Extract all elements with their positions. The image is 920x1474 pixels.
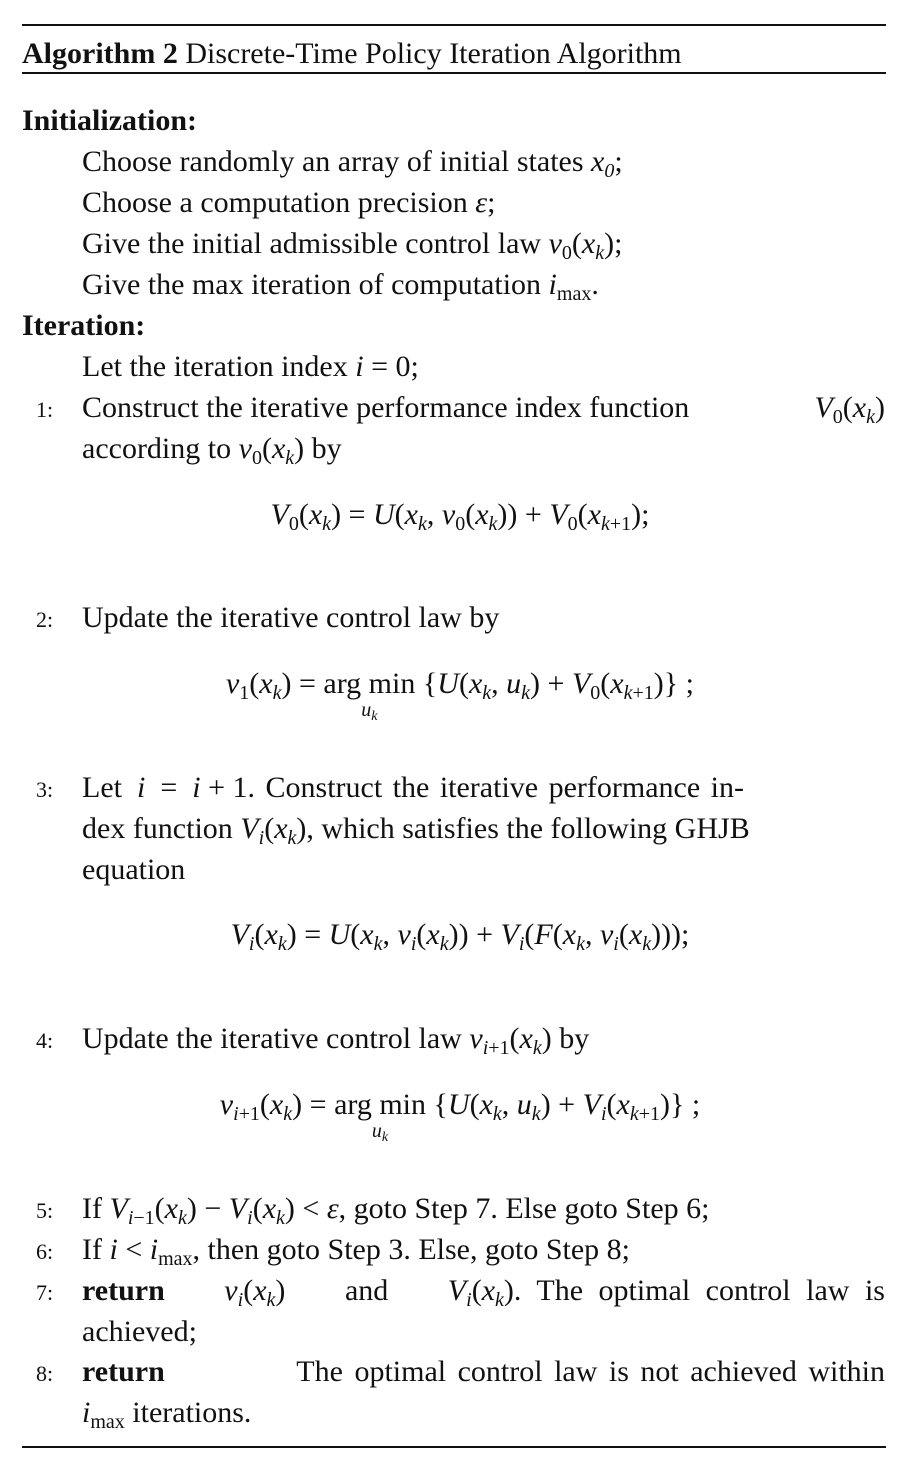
math-v0xk: $v_0(x_k)$ [548,227,615,264]
argmin-operator-2: arg min $u_k$ [334,1088,426,1145]
header-rule [22,72,886,74]
math-i-eq-0: i = 0 [355,350,411,383]
step-7-number: 7: [36,1280,54,1305]
step-3-line-b: dex function $V_i(x_k)$, which satisfies the following GHJB [82,812,750,849]
algorithm-caption [22,36,682,72]
math-imax: $i_{max}$ [548,268,592,305]
math-V0xk: $V_0(x_k)$ [814,391,885,428]
step-3-number: 3: [36,777,54,802]
step-7-line-a: return $v_i(x_k)$ and $V_i(x_k)$. The optimal control law is [82,1274,885,1311]
equation-3: $V_i(x_k) = U(x_k$, $v_i(x_k)) + V_i(F(x_k$, $v_i(x_k)$)); [230,918,690,955]
step-3-line-c: equation [82,853,186,886]
step-2-line: Update the iterative control law by [82,601,500,634]
step-4-number: 4: [36,1028,54,1053]
iter-heading: Iteration: [22,309,146,342]
step-6-number: 6: [36,1239,54,1264]
step-6-line: If $i < i_{max}$, then goto Step 3. Else, goto Step 8; [82,1233,631,1270]
step-5-number: 5: [36,1198,54,1223]
math-x0: $x_0$ [591,145,615,182]
equation-4: $v_{i+1}(x_k)$ = arg min $u_k$ {$U(x_k$, $u_k) + V_i(x_{k+1})$} ; [219,1088,701,1145]
step-8-number: 8: [36,1361,54,1386]
step-2-number: 2: [36,607,54,632]
step-1-number: 1: [36,397,54,422]
init-line-2: Choose a computation precision ε; [82,186,496,219]
step-4-line: Update the iterative control law $v_{i+1}(x_k)$ by [82,1022,590,1059]
step-3-line-a: Let i = i + 1. Construct the iterative performance in- [82,771,744,804]
init-line-1: Choose randomly an array of initial states $x_0$; [82,145,623,182]
iter-let-line: Let the iteration index i = 0; [82,350,419,383]
step-8-line-a: return The optimal control law is not achieved within [82,1355,885,1388]
algorithm-label: Algorithm 2 [22,37,178,70]
argmin-operator: arg min $u_k$ [323,667,416,724]
step-5-line: If $V_{i-1}(x_k) - V_i(x_k) < \varepsilon$, goto Step 7. Else goto Step 6; [82,1192,710,1229]
init-line-3: Give the initial admissible control law $v_0(x_k)$; [82,227,623,264]
step-8-line-b: $i_{max}$ iterations. [82,1396,252,1433]
step-1-line-a: Construct the iterative performance index function $V_0(x_k)$ [82,390,885,426]
step-1-line-b: according to $v_0(x_k)$ by [82,432,342,469]
init-line-4: Give the max iteration of computation $i_{max}$. [82,268,599,305]
bottom-rule [22,1446,886,1448]
math-epsilon: ε [475,186,488,219]
init-heading: Initialization: [22,104,198,137]
step-7-line-b: achieved; [82,1315,197,1348]
algorithm-title: Discrete-Time Policy Iteration Algorithm [185,37,682,70]
equation-2: $v_1(x_k)$ = arg min $u_k$ {$U(x_k$, $u_k) + V_0(x_{k+1})$} ; [225,667,695,724]
top-rule [22,24,886,26]
equation-1: $V_0(x_k) = U(x_k$, $v_0(x_k)) + V_0(x_{k+1})$; [270,498,650,535]
